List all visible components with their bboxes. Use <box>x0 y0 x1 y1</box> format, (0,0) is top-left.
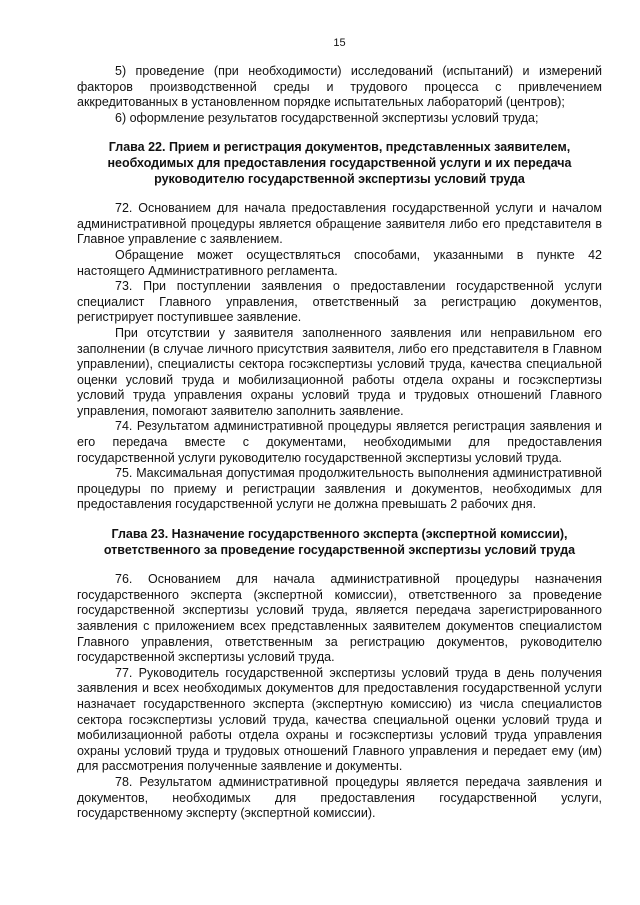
chapter-22-heading <box>77 140 602 187</box>
paragraph-75: 75. Максимальная допустимая продолжительность выполнения административной процедуры по приему и регистрации заявления и документов, необходимых для предоставления государственной услуги не должна превышать 2 рабочих дня. <box>77 466 602 512</box>
paragraph-72: 72. Основанием для начала предоставления государственной услуги и началом административной процедуры является обращение заявителя либо его представителя в Главное управление с заявлением. <box>77 201 602 247</box>
chapter-23-heading-line: ответственного за проведение государственной экспертизы условий труда <box>103 542 576 557</box>
paragraph-78: 78. Результатом административной процедуры является передача заявления и документов, необходимых для предоставления государственной услуги, государственному эксперту (экспертной комиссии). <box>77 774 602 821</box>
paragraph-73: 73. При поступлении заявления о предоставлении государственной услуги специалист Главного управления, ответственный за регистрацию документов, регистрирует поступившее заявление. <box>77 279 602 325</box>
paragraph-77: 77. Руководитель государственной экспертизы условий труда в день получения заявления и всех необходимых документов для предоставления государственной услуги назначает государственного эксперта (экспертную комиссию) из числа специалистов сектора госэкспертизы условий труда, качества специальной оценки условий труда и мобилизационной работы отдела охраны и госэкспертизы условий труда управления охраны условий труда и трудовых отношений Главного управления и передает ему (им) для рассмотрения полученные заявление и документы. <box>77 665 602 774</box>
intro-item-5: 5) проведение (при необходимости) исследований (испытаний) и измерений факторов производственной среды и трудового процесса с привлечением аккредитованных в установленном порядке испытательных лабораторий (центров); <box>77 64 602 110</box>
page-number: 15 <box>333 37 346 49</box>
chapter-22-heading-line: необходимых для предоставления государственной услуги и их передача <box>107 155 572 170</box>
document-page <box>77 36 602 822</box>
chapter-23-heading-line: Глава 23. Назначение государственного эксперта (экспертной комиссии), <box>111 527 568 542</box>
paragraph-74: 74. Результатом административной процедуры является регистрация заявления и его передача вместе с документами, необходимыми для предоставления государственной услуги руководителю государственной экспертизы условий труда. <box>77 419 602 465</box>
chapter-23-heading <box>77 527 602 558</box>
intro-item-6: 6) оформление результатов государственной экспертизы условий труда; <box>115 110 539 125</box>
paragraph-73-continuation: При отсутствии у заявителя заполненного заявления или неправильном его заполнении (в случае личного присутствия заявителя, либо его представителя в Главном управлении), специалисты сектора госэкспертизы условий труда, качества специальной оценки условий труда и мобилизационной работы отдела охраны и госэкспертизы условий труда управления охраны условий труда и трудовых отношений Главного управления, помогают заявителю заполнить заявление. <box>77 325 602 418</box>
paragraph-72-continuation: Обращение может осуществляться способами, указанными в пункте 42 настоящего Административного регламента. <box>77 247 602 278</box>
paragraph-76: 76. Основанием для начала административной процедуры назначения государственного эксперта (экспертной комиссии), ответственного за проведение государственной экспертизы условий труда, является передача зарегистрированного заявления с приложением всех представленных заявителем документов специалистом Главного управления, ответственным за регистрацию документов, руководителю государственной экспертизы условий труда. <box>77 572 602 665</box>
chapter-22-heading-line: Глава 22. Прием и регистрация документов, представленных заявителем, <box>108 140 571 155</box>
chapter-22-heading-line: руководителю государственной экспертизы условий труда <box>154 171 525 186</box>
